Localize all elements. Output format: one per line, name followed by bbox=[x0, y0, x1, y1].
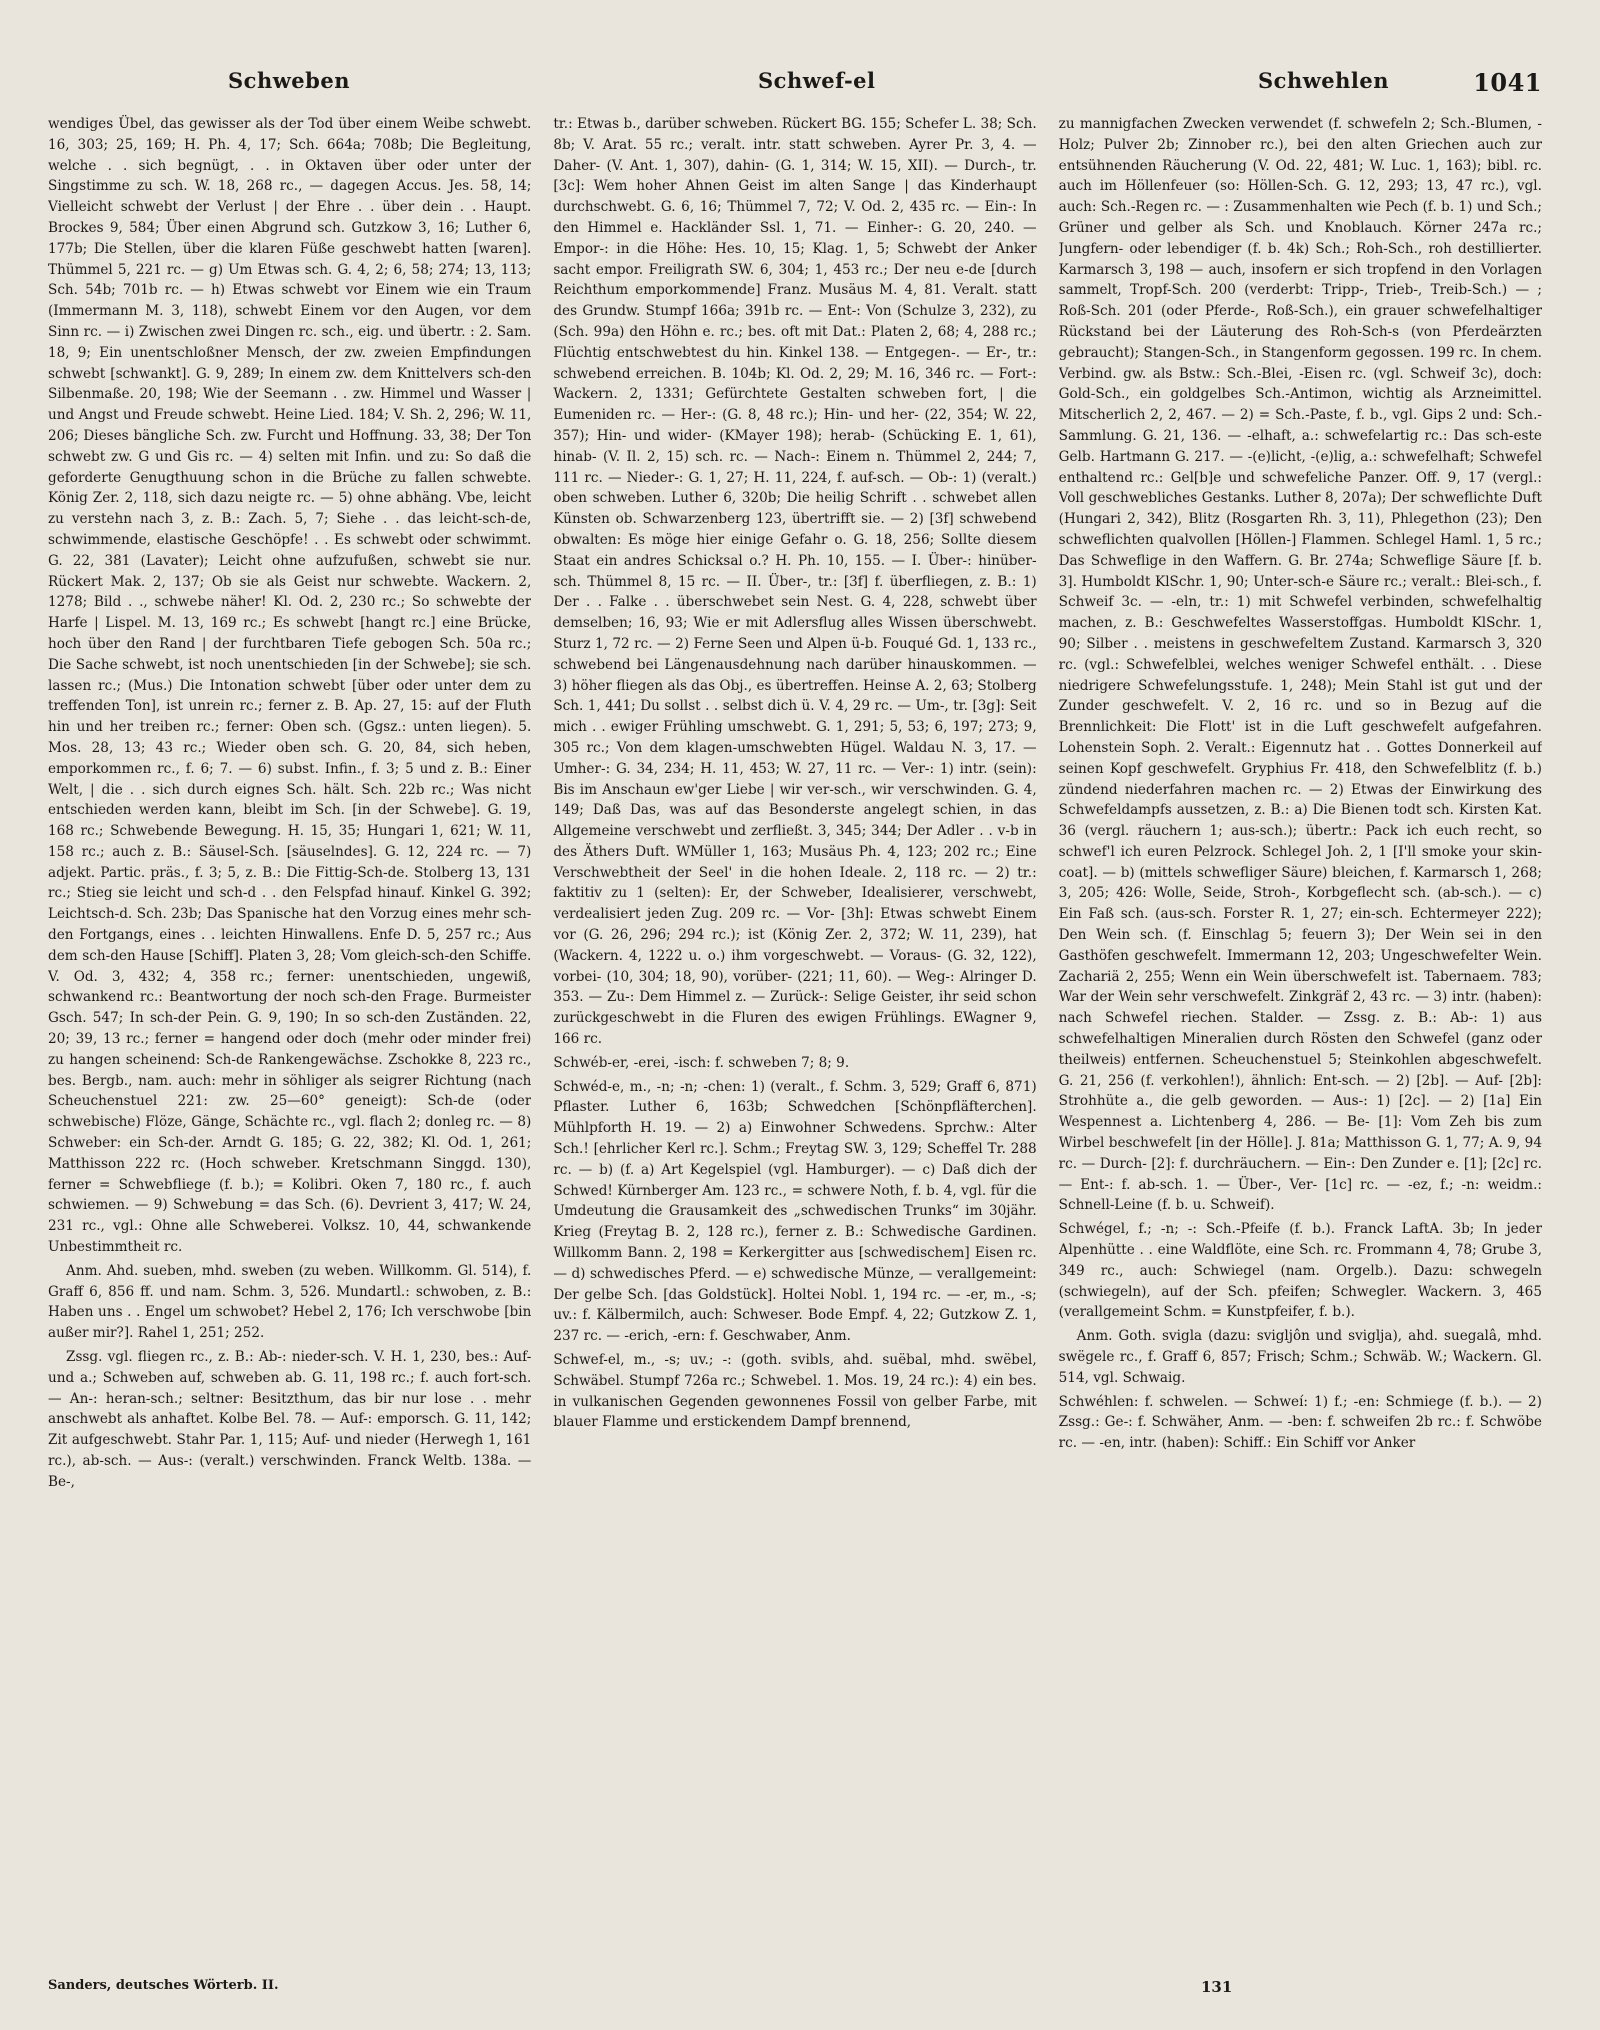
column-paragraph: Anm. Ahd. sueben, mhd. sweben (zu weben. Willkomm. Gl. 514), f. Graff 6, 856 ff. und nam. Schm. 3, 526. Mundartl.: schwoben, z. B.: Haben uns . . Engel um schwobet? Hebel 2, 176; Ich verschwobe [bin außer mir?]. Rahel 1, 251; 252. bbox=[48, 1262, 532, 1342]
column-left bbox=[48, 114, 531, 1979]
column-paragraph: Zssg. vgl. fliegen rc., z. B.: Ab-: nieder-sch. V. H. 1, 230, bes.: Auf- und a.; Schweben auf, schweben ab. G. 11, 198 rc.; f. auch fort-sch. — An-: heran-sch.; seltner: Besitzthum, das bir nur lose . . mehr anschwebt als anhaftet. Kolbe Bel. 78. — Auf-: emporsch. G. 11, 142; Zit aufgeschwebt. Stahr Par. 1, 115; Auf- und nieder (Herwegh 1, 161 rc.), ab-sch. — Aus-: (veralt.) verschwinden. Franck Weltb. 138a. — Be-, bbox=[48, 1349, 532, 1490]
column-paragraph: Schwégel, f.; -n; -: Sch.-Pfeife (f. b.). Franck LaftA. 3b; In jeder Alpenhütte . . eine Waldflöte, eine Sch. rc. Frommann 4, 78; Grube 3, 349 rc., auch: Schwiegel (nam. Orgelb.). Dazu: schwegeln (schwiegeln), auf der Sch. pfeifen; Schwegler. Wackern. 3, 465 (verallgemeint Schm. = Kunstpfeifer, f. b.). bbox=[1058, 1221, 1542, 1321]
running-head-right: Schwehlen bbox=[1258, 68, 1390, 93]
footer-imprint: Sanders, deutsches Wörterb. II. bbox=[48, 1978, 279, 1993]
column-paragraph: Schwef-el, m., -s; uv.; -: (goth. svibls, ahd. suëbal, mhd. swëbel, Schwäbel. Stumpf 726a rc.; Schwebel. 1. Mos. 19, 24 rc.): 4) ein bes. in vulkanischen Gegenden gewonnenes Fossil von gelber Farbe, mit blauer Flamme und erstickendem Dampf brennend, bbox=[553, 1352, 1037, 1431]
running-head-left: Schweben bbox=[228, 68, 350, 93]
signature-mark: 131 bbox=[1201, 1978, 1233, 1996]
text-columns bbox=[48, 114, 1542, 1979]
column-right bbox=[1059, 114, 1542, 1979]
column-paragraph: Anm. Goth. svigla (dazu: sviglјôn und sviglja), ahd. suegalâ, mhd. swëgele rc., f. Graff 6, 857; Frisch; Schm.; Schwäb. W.; Wackern. Gl. 514, vgl. Schwaig. bbox=[1058, 1328, 1542, 1386]
column-paragraph: zu mannigfachen Zwecken verwendet (f. schwefeln 2; Sch.-Blumen, -Holz; Pulver 2b; Zinnober rc.), bei den alten Griechen auch zur entsühnenden Räucherung (V. Od. 22, 481; W. Luc. 1, 163); bibl. rc. auch im Höllenfeuer (so: Höllen-Sch. G. 12, 293; 13, 47 rc.), vgl. auch: Sch.-Regen rc. — : Zusammenhalten wie Pech (f. b. 1) und Sch.; Grüner und gelber als Sch. und Knoblauch. Körner 247a rc.; Jungfern- oder lebendiger (f. b. 4k) Sch.; Roh-Sch., roh destillierter. Karmarsch 3, 198 — auch, insofern er sich tropfend in den Vorlagen sammelt, Tropf-Sch. 200 (verderbt: Tripp-, Trieb-, Treib-Sch.) — ; Roß-Sch. 201 (oder Pferde-, Roß-Sch.), ein grauer schwefelhaltiger Rückstand bei der Läuterung des Roh-Sch-s (von Pferdeärzten gebraucht); Stangen-Sch., in Stangenform gegossen. 199 rc. In chem. Verbind. gw. als Bstw.: Sch.-Blei, -Eisen rc. (vgl. Schweif 3c), doch: Gold-Sch., ein goldgelbes Sch.-Antimon, wichtig als Arzneimittel. Mitscherlich 2, 2, 467. — 2) = Sch.-Paste, f. b., vgl. Gips 2 und: Sch.-Sammlung. G. 21, 136. — -elhaft, a.: schwefelartig rc.: Das sch-este Gelb. Hartmann G. 217. — -(e)licht, -(e)lig, a.: schwefelhaft; Schwefel enthaltend rc.: Gel[b]e und schwefeliche Panzer. Off. 9, 17 (vergl.: Voll geschwebliches Gestanks. Luther 8, 207a); Der schweflichte Duft (Hungari 2, 342), Blitz (Rosgarten Rh. 3, 11), Phlegethon (23); Den schweflichten qualvollen [Höllen-] Flammen. Schlegel Haml. 1, 5 rc.; Das Schweflige in den Waffern. G. Br. 274a; Schweflige Säure [f. b. 3]. Humboldt KlSchr. 1, 90; Unter-sch-e Säure rc.; veralt.: Blei-sch., f. Schweif 3c. — -eln, tr.: 1) mit Schwefel verbinden, schwefelhaltig machen, z. B.: Geschwefeltes Wasserstoffgas. Humboldt KlSchr. 1, 90; Silber . . meistens in geschwefeltem Zustand. Karmarsch 3, 320 rc. (vgl.: Schwefelblei, welches weniger Schwefel enthält. . . Diese niedrigere Schwefelungsstufe. 1, 248); Mein Stahl ist gut und der Zunder geschwefelt. V. 2, 16 rc. und so in Bezug auf die Brennlichkeit: Die Flott' ist in die Luft geschwefelt aufgefahren. Lohenstein Soph. 2. Veralt.: Eigennutz hat . . Gottes Donnerkeil auf seinen Kopf geschwefelt. Gryphius Fr. 418, den Schwefelblitz (f. b.) zündend niederfahren machen rc. — 2) Etwas der Einwirkung des Schwefeldampfs aussetzen, z. B.: a) Die Bienen todt sch. Kirsten Kat. 36 (vergl. räuchern 1; aus-sch.); übertr.: Pack ich euch recht, so schwef'l ich euren Pelzrock. Schlegel Joh. 2, 1 [I'll smoke your skin-coat]. — b) (mittels schwefliger Säure) bleichen, f. Karmarsch 1, 268; 3, 205; 426: Wolle, Seide, Stroh-, Korbgeflecht sch. (ab-sch.). — c) Ein Faß sch. (aus-sch. Forster R. 1, 27; ein-sch. Echtermeyer 222); Den Wein sch. (f. Einschlag 5; feuern 3); Der Wein sei in den Gasthöfen geschwefelt. Immermann 12, 203; Ungeschwefelter Wein. Zachariä 2, 255; Wenn ein Wein überschwefelt ist. Tabernaem. 783; War der Wein sehr verschwefelt. Zinkgräf 2, 43 rc. — 3) intr. (haben): nach Schwefel riechen. Stalder. — Zssg. z. B.: Ab-: 1) aus schwefelhaltigen Mineralien durch Rösten den Schwefel (ganz oder theilweis) entfernen. Scheuchenstuel 5; Steinkohlen abgeschwefelt. G. 21, 256 (f. verkohlen!), ähnlich: Ent-sch. — 2) [2b]. — Auf- [2b]: Strohhüte a., die gelb geworden. — Aus-: 1) [2c]. — 2) [1a] Ein Wespennest a. Lichtenberg 4, 286. — Be- [1]: Vom Zeh bis zum Wirbel beschwefelt [in der Hölle]. J. 81a; Matthisson G. 1, 77; A. 9, 94 rc. — Durch- [2]: f. durchräuchern. — Ein-: Den Zunder e. [1]; [2c] rc. — Ent-: f. ab-sch. 1. — Über-, Ver- [1c] rc. — -ez, f.; -n: weidm.: Schnell-Leine (f. b. u. Schweif). bbox=[1058, 116, 1542, 1214]
column-paragraph: wendiges Übel, das gewisser als der Tod über einem Weibe schwebt. 16, 303; 25, 169; H. Ph. 4, 17; Sch. 664a; 708b; Die Begleitung, welche . . sich begnügt, . . in Oktaven über oder unter der Singstimme zu sch. W. 18, 268 rc., — dagegen Accus. Jes. 58, 14; Vielleicht schwebt der Verlust | der Ehre . . über dein . . Haupt. Brockes 9, 584; Über einen Abgrund sch. Gutzkow 3, 16; Luther 6, 177b; Die Stellen, über die klaren Füße geschwebt hatten [waren]. Thümmel 5, 221 rc. — g) Um Etwas sch. G. 4, 2; 6, 58; 274; 13, 113; Sch. 54b; 701b rc. — h) Etwas schwebt vor Einem wie ein Traum (Immermann M. 3, 118), schwebt Einem vor den Augen, vor dem Sinn rc. — i) Zwischen zwei Dingen rc. sch., eig. und übertr. : 2. Sam. 18, 9; Ein unentschloßner Mensch, der zw. zweien Empfindungen schwebt [schwankt]. G. 9, 289; In einem zw. dem Knittelvers sch-den Silbenmaße. 20, 198; Wie der Seemann . . zw. Himmel und Wasser | und Angst und Freude schwebt. Heine Lied. 184; V. Sh. 2, 296; W. 11, 206; Dieses bängliche Sch. zw. Furcht und Hoffnung. 33, 38; Der Ton schwebt zw. G und Gis rc. — 4) selten mit Infin. und zu: So daß die geforderte Genugthuung schon in die Brüche zu fallen schwebte. König Zer. 2, 118, sich dazu neigte rc. — 5) ohne abhäng. Vbe, leicht zu verstehn nach 3, z. B.: Zach. 5, 7; Siehe . . das leicht-sch-de, schwimmende, elastische Geschöpfe! . . Es schwebt oder schwimmt. G. 22, 381 (Lavater); Leicht ohne aufzufußen, schwebt sie nur. Rückert Mak. 2, 137; Ob sie als Geist nur schwebte. Wackern. 2, 1278; Bild . ., schwebe näher! Kl. Od. 2, 230 rc.; So schwebte der Harfe | Lispel. M. 13, 169 rc.; Es schwebt [hangt rc.] eine Brücke, hoch über den Rand | der furchtbaren Tiefe gebogen Sch. 50a rc.; Die Sache schwebt, ist noch unentschieden [in der Schwebe]; sie sch. lassen rc.; (Mus.) Die Intonation schwebt [über oder unter dem zu treffenden Ton], ist unrein rc.; ferner z. B. Ap. 27, 15: auf der Fluth hin und her treiben rc.; ferner: Oben sch. (Ggsz.: unten liegen). 5. Mos. 28, 13; 43 rc.; Wieder oben sch. G. 20, 84, sich heben, emporkommen rc., f. 6; 7. — 6) subst. Infin., f. 3; 5 und z. B.: Einer Welt, | die . . sich durch eignes Sch. hält. Sch. 22b rc.; Was nicht entschieden werden kann, bleibt im Sch. [in der Schwebe]. G. 19, 168 rc.; Schwebende Bewegung. H. 15, 35; Hungari 1, 621; W. 11, 158 rc.; auch z. B.: Säusel-Sch. [säuselndes]. G. 12, 224 rc. — 7) adjekt. Partic. präs., f. 3; 5, z. B.: Die Fittig-Sch-de. Stolberg 13, 131 rc.; Stieg sie leicht und sch-d . . den Felspfad hinauf. Kinkel G. 392; Leichtsch-d. Sch. 23b; Das Spanische hat den Vorzug eines mehr sch-den Fortgangs, eines . . leichten Hinwallens. Enfe D. 5, 257 rc.; Aus dem sch-den Hause [Schiff]. Platen 3, 28; Vom gleich-sch-den Schiffe. V. Od. 3, 432; 4, 358 rc.; ferner: unentschieden, ungewiß, schwankend rc.: Beantwortung der noch sch-den Frage. Burmeister Gsch. 547; In sch-der Pein. G. 9, 190; In so sch-den Zuständen. 22, 20; 39, 13 rc.; ferner = hangend oder doch (mehr oder minder frei) zu hangen scheinend: Sch-de Rankengewächse. Zschokke 8, 223 rc., bes. Bergb., nam. auch: mehr in söhliger als seigrer Richtung (nach Scheuchenstuel 221: zw. 25—60° geneigt): Sch-de (oder schwebische) Flöze, Gänge, Schächte rc., vgl. flach 2; donleg rc. — 8) Schweber: ein Sch-der. Arndt G. 185; G. 22, 382; Kl. Od. 1, 261; Matthisson 222 rc. (Hoch schweber. Kretschmann Singgd. 130), ferner = Schwebfliege (f. b.); = Kolibri. Oken 7, 180 rc., f. auch schwiemen. — 9) Schwebung = das Sch. (6). Devrient 3, 417; W. 24, 231 rc., vgl.: Ohne alle Schweberei. Volksz. 10, 44, schwankende Unbestimmtheit rc. bbox=[48, 116, 532, 1256]
column-paragraph: tr.: Etwas b., darüber schweben. Rückert BG. 155; Schefer L. 38; Sch. 8b; V. Arat. 55 rc.; veralt. intr. statt schweben. Ayrer Pr. 3, 4. — Daher- (V. Ant. 1, 307), dahin- (G. 1, 314; W. 15, XII). — Durch-, tr. [3c]: Wem hoher Ahnen Geist im alten Sange | das Kinderhaupt durchschwebt. G. 6, 16; Thümmel 7, 72; V. Od. 2, 435 rc. — Ein-: In den Himmel e. Hackländer Ssl. 1, 71. — Einher-: G. 20, 240. — Empor-: in die Höhe: Hes. 10, 15; Klag. 1, 5; Schwebt der Anker sacht empor. Freiligrath SW. 6, 304; 1, 453 rc.; Der neu e-de [durch Reichthum emporkommende] Franz. Musäus M. 4, 81. Veralt. statt des Grundw. Stumpf 166a; 391b rc. — Ent-: Von (Schulze 3, 232), zu (Sch. 99a) den Höhn e. rc.; bes. oft mit Dat.: Platen 2, 68; 4, 288 rc.; Flüchtig entschwebtest du hin. Kinkel 138. — Entgegen-. — Er-, tr.: schwebend erreichen. B. 104b; Kl. Od. 2, 29; M. 16, 346 rc. — Fort-: Wackern. 2, 1331; Gefürchtete Gestalten schweben fort, | die Eumeniden rc. — Her-: (G. 8, 48 rc.); Hin- und her- (22, 354; W. 22, 357); Hin- und wider- (KMayer 198); herab- (Schücking E. 1, 61), hinab- (V. Il. 2, 15) sch. rc. — Nach-: Einem n. Thümmel 2, 244; 7, 111 rc. — Nieder-: G. 1, 27; H. 11, 224, f. auf-sch. — Ob-: 1) (veralt.) oben schweben. Luther 6, 320b; Die heilig Schrift . . schwebet allen Künsten ob. Schwarzenberg 123, übertrifft sie. — 2) [3f] schwebend obwalten: Es möge hier einige Gefahr o. G. 18, 256; Sollte diesem Staat ein andres Schicksal o.? H. Ph. 10, 155. — I. Über-: hinüber-sch. Thümmel 8, 15 rc. — II. Über-, tr.: [3f] f. überfliegen, z. B.: 1) Der . . Falke . . überschwebet sein Nest. G. 4, 228, schwebt über demselben; 16, 93; Wie er mit Adlersflug alles Wissen überschwebt. Sturz 1, 72 rc. — 2) Ferne Seen und Alpen ü-b. Fouqué Gd. 1, 133 rc., schwebend bei Längenausdehnung nach darüber hinauskommen. — 3) höher fliegen als das Obj., es übertreffen. Heinse A. 2, 63; Stolberg Sch. 1, 441; Du sollst . . selbst dich ü. V. 4, 29 rc. — Um-, tr. [3g]: Seit mich . . ewiger Frühling umschwebt. G. 1, 291; 5, 53; 6, 197; 273; 9, 305 rc.; Von dem klagen-umschwebten Hügel. Waldau N. 3, 17. — Umher-: G. 34, 234; H. 11, 453; W. 27, 11 rc. — Ver-: 1) intr. (sein): Bis im Anschaun ew'ger Liebe | wir ver-sch., wir verschwinden. G. 4, 149; Daß Das, was auf das Besonderste angelegt schien, in das Allgemeine verschwebt und zerfließt. 3, 345; 344; Der Adler . . v-b in des Äthers Duft. WMüller 1, 163; Musäus Ph. 4, 123; 202 rc.; Eine Verschwebtheit der Seel' in die hohen Ideale. 2, 118 rc. — 2) tr.: faktitiv zu 1 (selten): Er, der Schweber, Idealisierer, verschwebt, verdealisiert jeden Zug. 209 rc. — Vor- [3h]: Etwas schwebt Einem vor (G. 26, 296; 294 rc.); ist (König Zer. 2, 372; W. 11, 239), hat (Wackern. 4, 1222 u. o.) ihm vorgeschwebt. — Voraus- (G. 32, 122), vorbei- (10, 304; 18, 90), vorüber- (221; 11, 60). — Weg-: Alringer D. 353. — Zu-: Dem Himmel z. — Zurück-: Selige Geister, ihr seid schon zurückgeschwebt in die Fluren des ewigen Frühlings. EWagner 9, 166 rc. bbox=[553, 116, 1037, 1048]
page-number: 1041 bbox=[1473, 68, 1542, 97]
column-paragraph: Schwéhlen: f. schwelen. — Schweí: 1) f.; -en: Schmiege (f. b.). — 2) Zssg.: Ge-: f. Schwäher, Anm. — -ben: f. schweifen 2b rc.: f. Schwöbe rc. — -en, intr. (haben): Schiff.: Ein Schiff vor Anker bbox=[1058, 1393, 1542, 1452]
page-footer bbox=[48, 1978, 1542, 2004]
column-middle bbox=[553, 114, 1036, 1979]
running-head-center: Schwef-el bbox=[758, 68, 876, 93]
running-head bbox=[48, 68, 1542, 108]
column-paragraph: Schwéb-er, -erei, -isch: f. schweben 7; 8; 9. bbox=[553, 1054, 850, 1071]
column-paragraph: Schwéd-e, m., -n; -n; -chen: 1) (veralt., f. Schm. 3, 529; Graff 6, 871) Pflaster. Luther 6, 163b; Schwedchen [Schönpfläfterchen]. Mühlpforth H. 19. — 2) a) Einwohner Schwedens. Sprchw.: Alter Sch.! [ehrlicher Kerl rc.]. Schm.; Freytag SW. 3, 129; Scheffel Tr. 288 rc. — b) (f. a) Art Kegelspiel (vgl. Hamburger). — c) Daß dich der Schwed! Kürnberger Am. 123 rc., = schwere Noth, f. b. 4, vgl. für die Umdeutung die Grausamkeit des „schwedischen Trunks“ im 30jähr. Krieg (Freytag B. 2, 128 rc.), ferner z. B.: Schwedische Gardinen. Willkomm Bann. 2, 198 = Kerkergitter aus [schwedischem] Eisen rc. — d) schwedisches Pferd. — e) schwedische Münze, — verallgemeint: Der gelbe Sch. [das Goldstück]. Holtei Nobl. 1, 194 rc. — -er, m., -s; uv.: f. Kälbermilch, auch: Schweser. Bode Empf. 4, 22; Gutzkow Z. 1, 237 rc. — -erich, -ern: f. Geschwaber, Anm. bbox=[553, 1078, 1037, 1345]
